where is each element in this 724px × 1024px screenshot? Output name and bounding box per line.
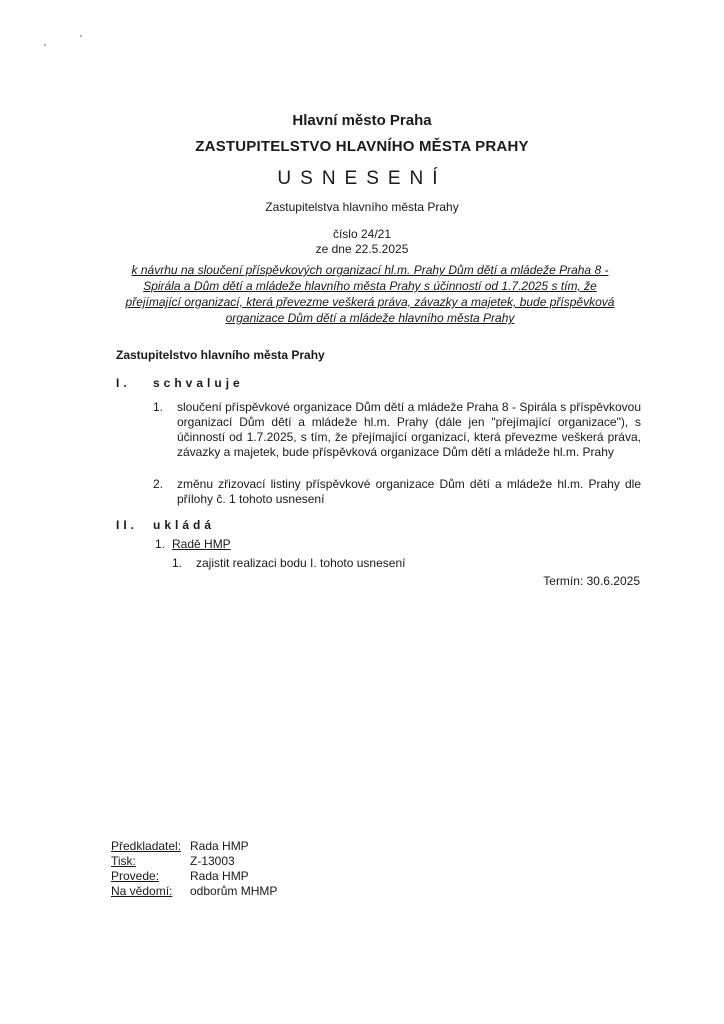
item-2-text: změnu zřizovací listiny příspěvkové organizace Dům dětí a mládeže hl.m. Prahy dle přílohy č. 1 tohoto usnesení [177,477,641,506]
task-text: zajistit realizaci bodu I. tohoto usnesení [196,556,406,570]
item-1-text: sloučení příspěvkové organizace Dům dětí a mládeže Praha 8 - Spirála s příspěvkovou organizací Dům dětí a mládeže hl.m. Prahy (dále jen "přejímající organizace"), s účinností od 1.7.2025, s tím, že přejímající organizací, která převezme veškerá práva, závazky a majetek, bude příspěvková organizace Dům dětí a mládeže hl.m. Prahy [177,400,641,459]
footer-value-submitter: Rada HMP [190,839,249,853]
section-2-verb: ukládá [153,518,216,532]
footer-label-informed: Na vědomí: [111,884,173,898]
task-number: 1. [172,556,183,570]
resolution-title: USNESENÍ [277,168,447,189]
footer-label-print: Tisk: [111,854,136,868]
council-heading: ZASTUPITELSTVO HLAVNÍHO MĚSTA PRAHY [195,138,529,155]
item-2-number: 2. [153,477,164,491]
footer-value-executor: Rada HMP [190,869,249,883]
deadline: Termín: 30.6.2025 [543,574,640,588]
recipient-name: Radě HMP [172,537,231,551]
resolution-date: ze dne 22.5.2025 [315,242,409,256]
scan-speck [80,35,82,37]
footer-value-print: Z-13003 [190,854,235,868]
item-1-number: 1. [153,400,164,414]
section-2-numeral: II. [116,518,139,532]
resolution-number: číslo 24/21 [332,227,392,241]
footer-value-informed: odborům MHMP [190,884,278,898]
footer-label-submitter: Předkladatel: [111,839,182,853]
section-1-numeral: I. [116,376,131,390]
recipient-number: 1. [155,537,166,551]
scan-speck [44,44,46,46]
city-heading: Hlavní město Praha [292,112,432,129]
resolution-subtitle: Zastupitelstva hlavního města Prahy [265,200,459,214]
resolution-subject: k návrhu na sloučení příspěvkových organizací hl.m. Prahy Dům dětí a mládeže Praha 8 - Spirála a Dům dětí a mládeže hlavního města Prahy s účinností od 1.7.2025 s tím, že přejímající organizací, která převezme veškerá práva, závazky a majetek, bude příspěvková organizace Dům dětí a mládeže hlavního města Prahy [125,263,615,325]
footer-label-executor: Provede: [111,869,160,883]
assembly-name: Zastupitelstvo hlavního města Prahy [116,348,325,362]
section-1-verb: schvaluje [153,376,244,390]
